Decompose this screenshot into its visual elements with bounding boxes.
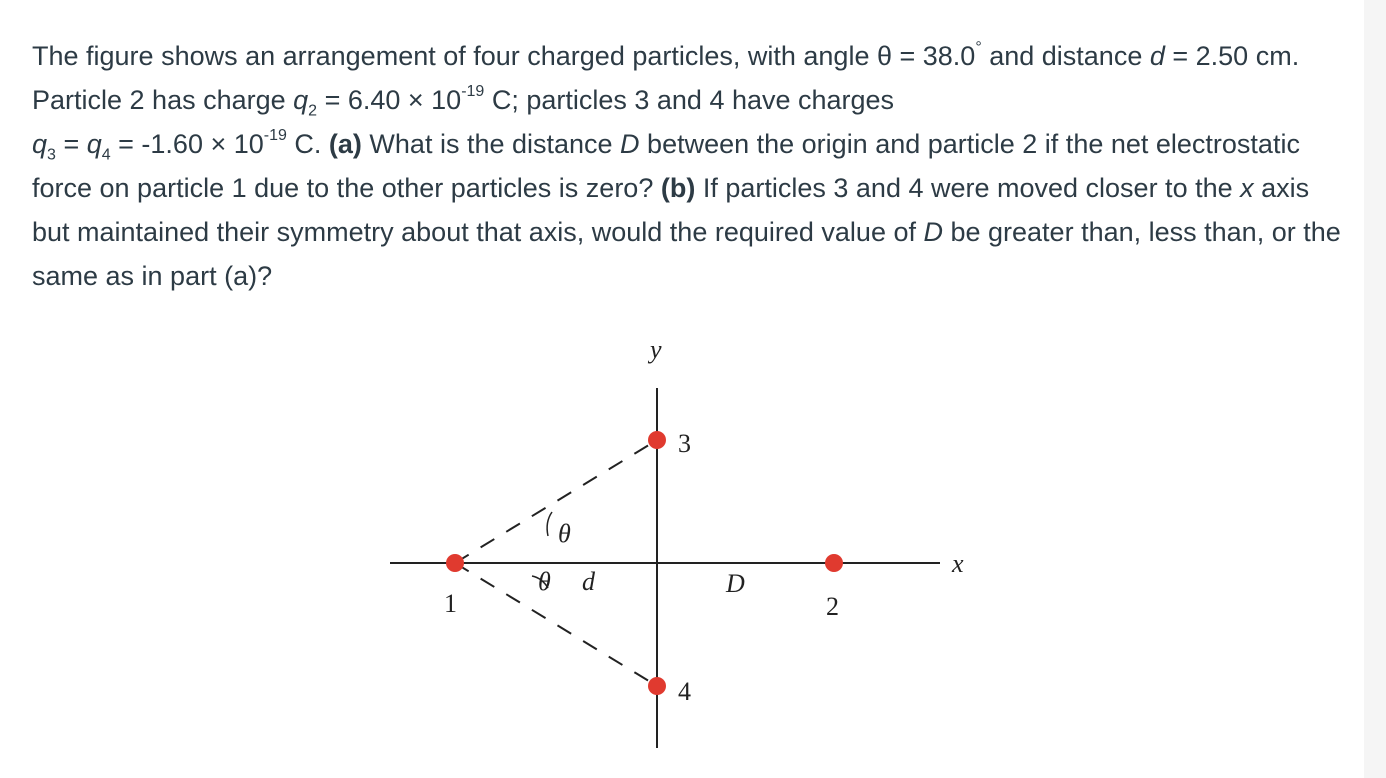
theta-arc-top xyxy=(547,512,552,536)
right-gutter xyxy=(1364,0,1386,778)
particle-1 xyxy=(446,554,464,572)
dashed-line-1-to-4 xyxy=(455,563,657,686)
particle-3 xyxy=(648,431,666,449)
particle-2-label: 2 xyxy=(826,592,839,621)
x-axis-label: x xyxy=(952,549,964,578)
y-axis-label: y xyxy=(650,335,662,364)
particle-1-label: 1 xyxy=(444,589,457,618)
particle-3-label: 3 xyxy=(678,429,691,458)
theta-top-label: θ xyxy=(558,519,571,548)
part-b-label: (b) xyxy=(660,173,696,203)
charge-arrangement-figure xyxy=(380,330,1000,760)
dashed-line-1-to-3 xyxy=(455,440,657,563)
particle-4 xyxy=(648,677,666,695)
particle-4-label: 4 xyxy=(678,677,691,706)
question-text: The figure shows an arrangement of four charged particles, with angle θ = 38.0° and distance d = 2.50 cm. Particle 2 has charge $q_2 = 6.40 \times 10^{-19}$ C; particles 3 and 4 have charges $q_3 = q_4 = -1.60 \times 10^{-19}$ C. (a) What is the distance D between the origin and particle 2 if the net electrostatic force on particle 1 due to the other particles is zero? (b) If particles 3 and 4 were moved closer to the x axis but maintained their symmetry about that axis, would the required value of D be greater than, less than, or the same as in part (a)? xyxy=(32,39,1341,291)
particle-2 xyxy=(825,554,843,572)
theta-bottom-label: θ xyxy=(538,567,551,596)
d-distance-label: d xyxy=(582,567,595,596)
part-a-label: (a) xyxy=(328,129,362,159)
D-distance-label: D xyxy=(726,569,745,598)
